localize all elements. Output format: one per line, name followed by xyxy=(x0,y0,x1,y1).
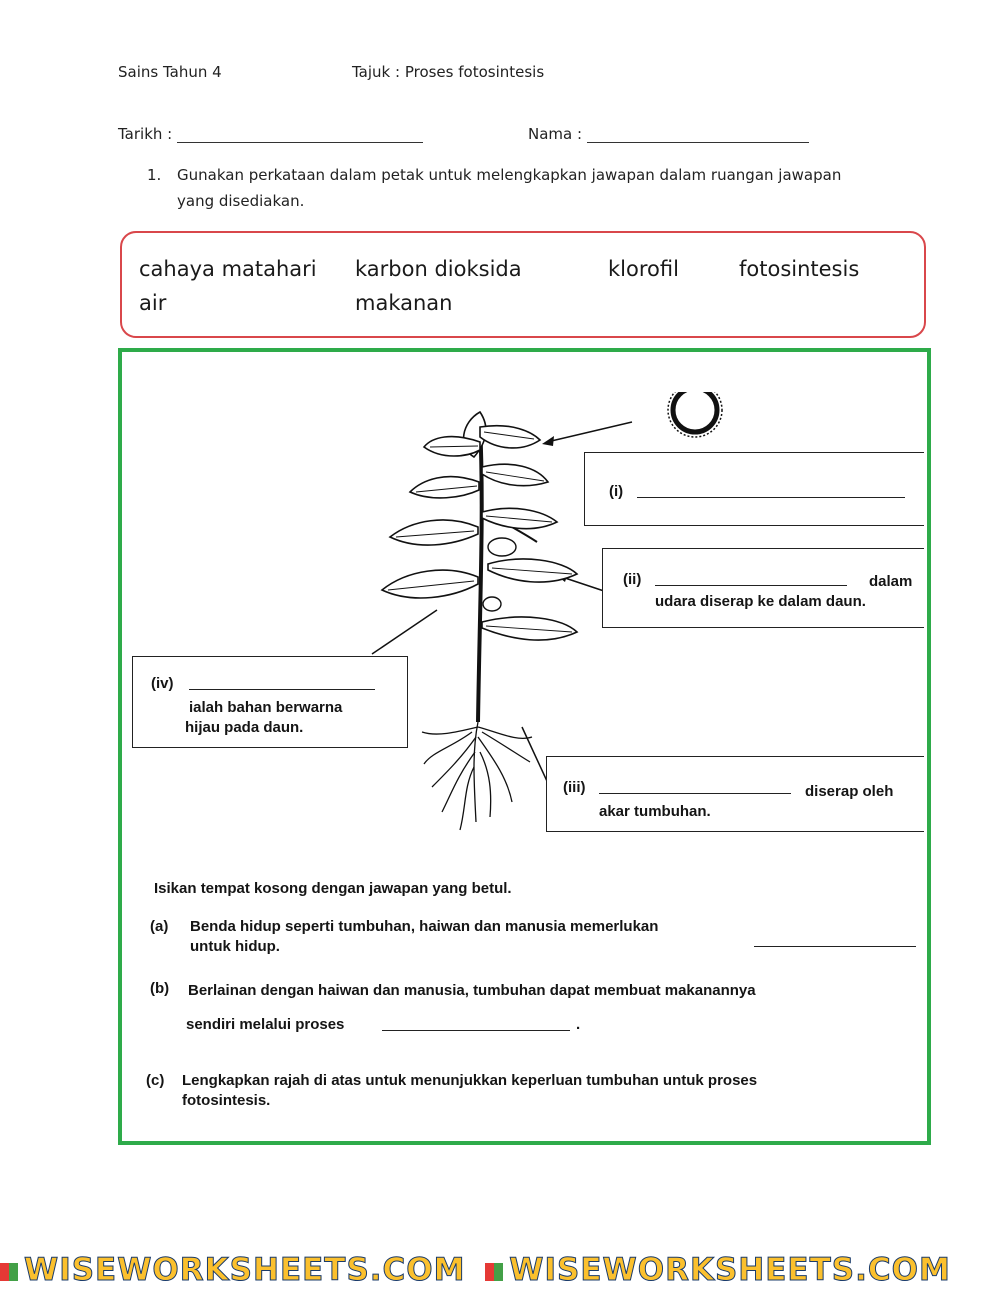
topic-label: Tajuk : Proses fotosintesis xyxy=(352,63,545,81)
label-i-tag: (i) xyxy=(609,483,624,500)
question-b-end: . xyxy=(576,1016,581,1033)
brand-logo-icon xyxy=(485,1263,503,1281)
date-field[interactable] xyxy=(177,127,423,143)
question-a-line-2: untuk hidup. xyxy=(190,938,280,955)
label-ii-answer-field[interactable] xyxy=(655,571,847,586)
date-label: Tarikh : xyxy=(118,125,173,143)
question-a-answer-field[interactable] xyxy=(754,932,916,947)
instruction-number: 1. xyxy=(147,166,162,184)
label-ii-line-2: udara diserap ke dalam daun. xyxy=(655,593,866,610)
word-bank-item[interactable]: klorofil xyxy=(608,257,679,281)
brand-text: WISEWORKSHEETS.COM xyxy=(509,1252,951,1288)
label-ii-after: dalam xyxy=(869,573,913,590)
label-box-iii xyxy=(546,756,924,832)
question-b-tag: (b) xyxy=(150,980,170,997)
brand-text: WISEWORKSHEETS.COM xyxy=(24,1252,466,1288)
word-bank-item[interactable]: fotosintesis xyxy=(739,257,860,281)
label-iii-answer-field[interactable] xyxy=(599,779,791,794)
label-iii-after: diserap oleh xyxy=(805,783,894,800)
question-a-tag: (a) xyxy=(150,918,169,935)
label-box-ii xyxy=(602,548,924,628)
word-bank-item[interactable]: cahaya matahari xyxy=(139,257,317,281)
word-bank-item[interactable]: makanan xyxy=(355,291,453,315)
label-iv-tag: (iv) xyxy=(151,675,174,692)
questions-intro: Isikan tempat kosong dengan jawapan yang betul. xyxy=(154,880,512,897)
name-field[interactable] xyxy=(587,127,809,143)
question-b-line-2: sendiri melalui proses xyxy=(186,1016,345,1033)
name-label: Nama : xyxy=(528,125,583,143)
question-c-line-1: Lengkapkan rajah di atas untuk menunjukkan keperluan tumbuhan untuk proses xyxy=(182,1072,758,1089)
question-b-line-1: Berlainan dengan haiwan dan manusia, tumbuhan dapat membuat makanannya xyxy=(188,982,756,999)
label-box-i xyxy=(584,452,924,526)
word-bank-box xyxy=(120,231,926,338)
worksheet-frame xyxy=(118,348,931,1145)
word-bank-item[interactable]: karbon dioksida xyxy=(355,257,522,281)
label-box-iv xyxy=(132,656,408,748)
label-iv-line-3: hijau pada daun. xyxy=(185,719,304,736)
instruction-line-1: Gunakan perkataan dalam petak untuk melengkapkan jawapan dalam ruangan jawapan xyxy=(177,166,842,184)
name-row xyxy=(528,125,809,143)
question-b-answer-field[interactable] xyxy=(382,1016,570,1031)
label-i-answer-field[interactable] xyxy=(637,483,905,498)
word-bank-item[interactable]: air xyxy=(139,291,167,315)
date-row xyxy=(118,125,423,143)
brand-logo-icon xyxy=(0,1263,18,1281)
sun-icon xyxy=(668,392,722,437)
label-iii-line-2: akar tumbuhan. xyxy=(599,803,711,820)
question-c-tag: (c) xyxy=(146,1072,165,1089)
subject-label: Sains Tahun 4 xyxy=(118,63,222,81)
label-iv-line-2: ialah bahan berwarna xyxy=(189,699,343,716)
question-c-line-2: fotosintesis. xyxy=(182,1092,271,1109)
label-iii-tag: (iii) xyxy=(563,779,586,796)
question-a-line-1: Benda hidup seperti tumbuhan, haiwan dan manusia memerlukan xyxy=(190,918,659,935)
label-iv-answer-field[interactable] xyxy=(189,675,375,690)
label-ii-tag: (ii) xyxy=(623,571,642,588)
footer-watermark xyxy=(0,1252,1000,1288)
instruction-line-2: yang disediakan. xyxy=(177,192,305,210)
